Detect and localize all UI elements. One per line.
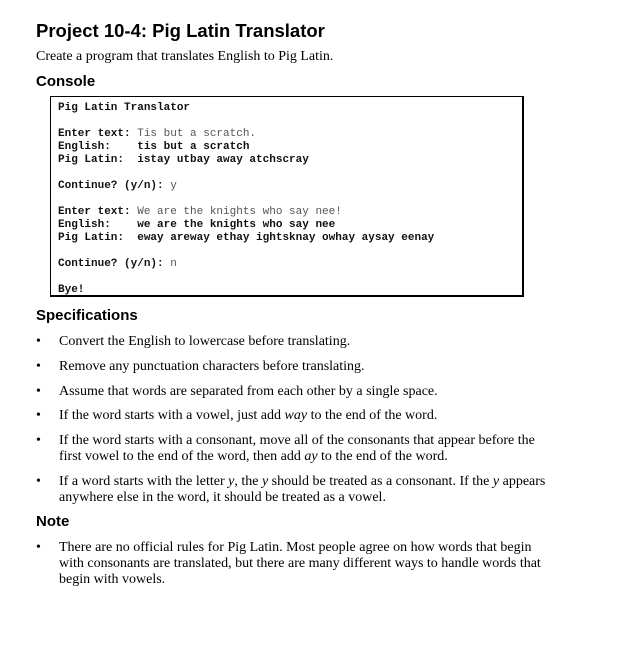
user-input: Tis but a scratch. [137, 128, 257, 140]
continue-label: Continue? (y/n): [58, 258, 171, 270]
console-enter-line-1 [58, 128, 256, 141]
bullet: • [36, 408, 41, 423]
list-item: • If the word starts with a consonant, move all of the consonants that appear before the first vowel to the end of the word, then add ay to the end of the word. [36, 433, 535, 464]
english-label: English: [58, 141, 138, 153]
pig-label: Pig Latin: [58, 154, 138, 166]
enter-label: Enter text: [58, 206, 138, 218]
bullet: • [36, 384, 41, 399]
console-pig-line-1 [58, 154, 309, 167]
enter-label: Enter text: [58, 128, 138, 140]
intro-text: Create a program that translates English to Pig Latin. [36, 49, 334, 64]
list-item: • If a word starts with the letter y, the y should be treated as a consonant. If the y appears anywhere else in the word, it should be treated as a vowel. [36, 474, 546, 505]
console-english-line-1 [58, 141, 249, 154]
note-heading: Note [36, 513, 70, 530]
pig-output: eway areway ethay ightsknay owhay aysay eenay [137, 232, 435, 244]
bullet: • [36, 334, 41, 349]
page-title: Project 10-4: Pig Latin Translator [36, 20, 325, 41]
continue-input: y [170, 180, 177, 192]
list-item: • If the word starts with a vowel, just add way to the end of the word. [36, 408, 438, 423]
continue-input: n [170, 258, 177, 270]
pig-output: istay utbay away atchscray [137, 154, 309, 166]
list-item: • Convert the English to lowercase before translating. [36, 334, 351, 349]
bullet: • [36, 540, 41, 555]
console-bye: Bye! [58, 284, 85, 296]
specifications-heading: Specifications [36, 307, 138, 324]
list-item: • Remove any punctuation characters before translating. [36, 359, 365, 374]
console-enter-line-2 [58, 206, 342, 219]
continue-label: Continue? (y/n): [58, 180, 171, 192]
pig-label: Pig Latin: [58, 232, 138, 244]
user-input: We are the knights who say nee! [137, 206, 342, 218]
bullet: • [36, 474, 41, 489]
console-heading: Console [36, 73, 96, 90]
list-item: • There are no official rules for Pig Latin. Most people agree on how words that begin with consonants are translated, but there are many different ways to handle words that begin with vowels. [36, 540, 541, 587]
bullet: • [36, 359, 41, 374]
console-header: Pig Latin Translator [58, 102, 191, 114]
list-item: • Assume that words are separated from each other by a single space. [36, 384, 438, 399]
bullet: • [36, 433, 41, 448]
english-label: English: [58, 219, 138, 231]
console-box [50, 96, 524, 297]
console-english-line-2 [58, 219, 335, 232]
english-output: we are the knights who say nee [137, 219, 336, 231]
console-continue-line-2 [58, 258, 177, 271]
console-pig-line-2 [58, 232, 434, 245]
english-output: tis but a scratch [137, 141, 250, 153]
console-continue-line-1 [58, 180, 177, 193]
